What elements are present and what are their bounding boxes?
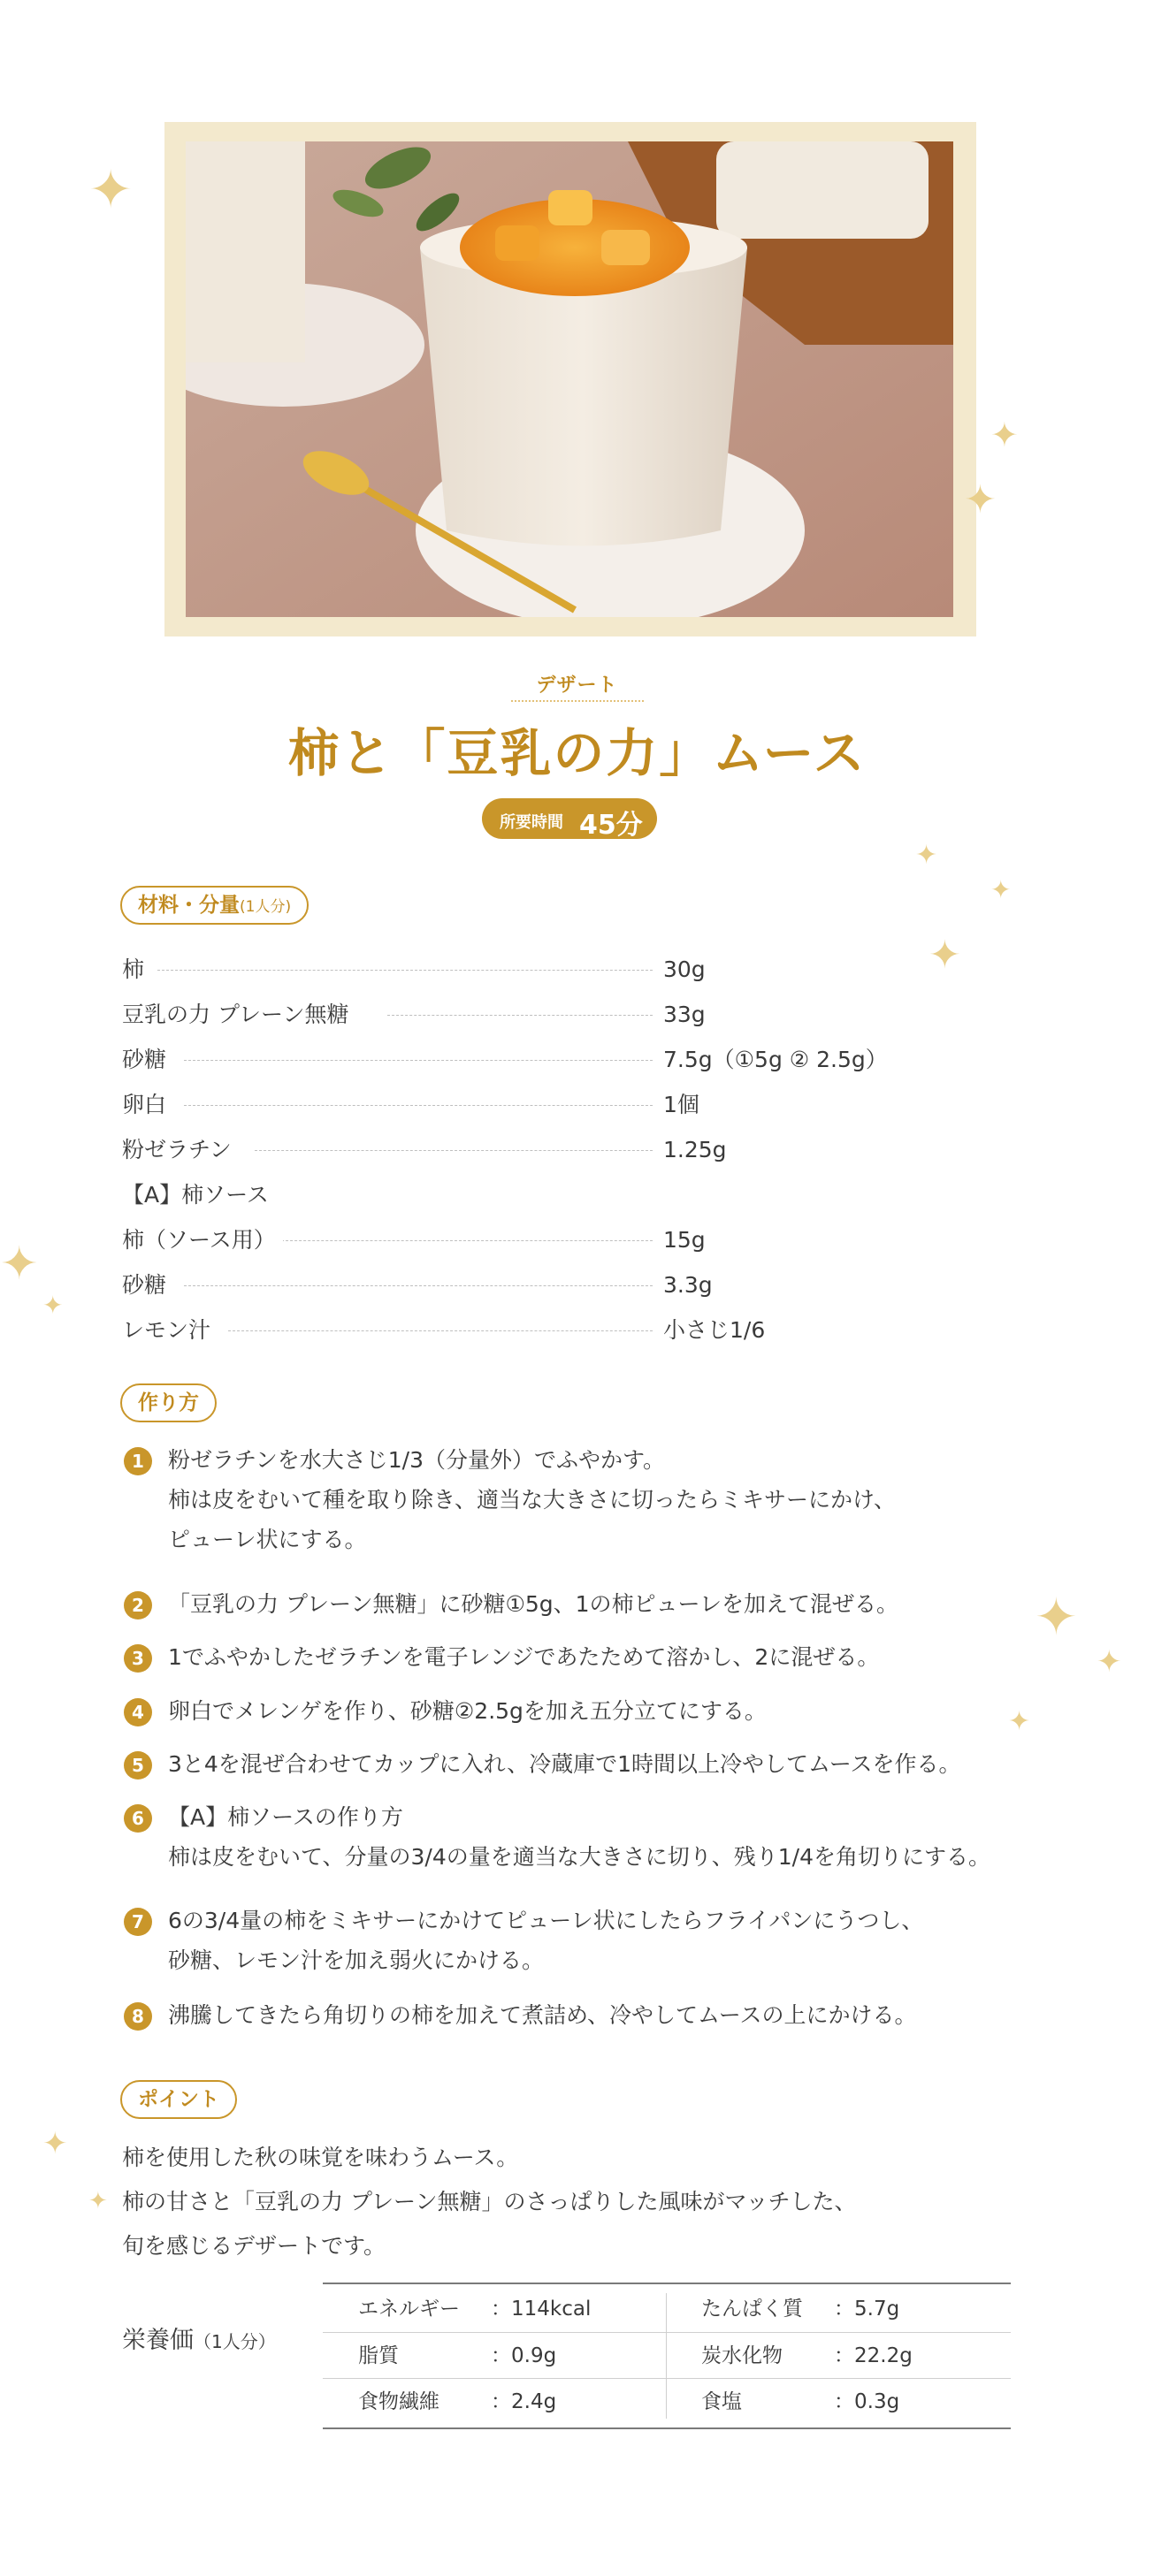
- nutrition-heading-text: 栄養価: [122, 2327, 194, 2354]
- dot-leader: [157, 970, 653, 971]
- step-text: 3と4を混ぜ合わせてカップに入れ、冷蔵庫で1時間以上冷やしてムースを作る。: [168, 1751, 961, 1777]
- step-text: 【A】柿ソースの作り方: [168, 1804, 403, 1830]
- recipe-title: 柿と「豆乳の力」ムース: [287, 723, 867, 783]
- ingredient-name: 柿: [122, 950, 151, 989]
- ingredient-name: 柿（ソース用）: [122, 1221, 283, 1260]
- ingredient-row: [122, 1131, 1006, 1170]
- ingredient-name: レモン汁: [122, 1311, 218, 1350]
- sauce-heading-text: 【A】柿ソース: [122, 1176, 276, 1215]
- nutrient-label: たんぱく質: [701, 2298, 803, 2321]
- nutrient-value: ：0.9g: [491, 2344, 557, 2367]
- point-heading-text: ポイント: [138, 2088, 219, 2111]
- nutrition-heading: [122, 2321, 276, 2355]
- step-text: 6の3/4量の柿をミキサーにかけてピューレ状にしたらフライパンにうつし、: [168, 1908, 924, 1933]
- ingredient-name: 砂糖: [122, 1040, 173, 1079]
- ingredient-name: 豆乳の力 プレーン無糖: [122, 995, 355, 1034]
- step-text: 柿は皮をむいて、分量の3/4の量を適当な大きさに切り、残り1/4を角切りにする。: [168, 1844, 990, 1870]
- time-badge: [482, 798, 657, 839]
- step-number: 8: [124, 2002, 152, 2031]
- ingredient-amount: 1.25g: [663, 1137, 727, 1162]
- step-text: 沸騰してきたら角切りの柿を加えて煮詰め、冷やしてムースの上にかける。: [168, 2002, 917, 2028]
- ingredient-amount: 1個: [663, 1092, 699, 1117]
- sparkle-icon: ✦: [88, 2188, 108, 2214]
- ingredient-amount: 15g: [663, 1227, 706, 1253]
- step-number: 4: [124, 1698, 152, 1726]
- sparkle-icon: ✦: [915, 840, 938, 871]
- nutrient-label: 脂質: [358, 2344, 399, 2367]
- ingredient-amount: 30g: [663, 956, 706, 982]
- time-label: 所要時間: [500, 813, 563, 832]
- dot-leader: [184, 1105, 653, 1106]
- sparkle-icon: ✦: [42, 2126, 68, 2161]
- nutrient-label: 炭水化物: [701, 2344, 783, 2367]
- ingredient-amount: 3.3g: [663, 1272, 713, 1298]
- category-label: デザート: [536, 674, 618, 697]
- ingredient-row: [122, 950, 1006, 989]
- ingredient-row: [122, 995, 1006, 1034]
- step-text: 柿は皮をむいて種を取り除き、適当な大きさに切ったらミキサーにかけ、: [168, 1487, 897, 1513]
- sparkle-icon: ✦: [42, 1291, 64, 1320]
- step-number: 6: [124, 1804, 152, 1833]
- sparkle-icon: ✦: [990, 875, 1012, 904]
- category-underline: [511, 700, 644, 702]
- method-heading-text: 作り方: [138, 1391, 199, 1414]
- sauce-heading: [122, 1176, 1006, 1215]
- ingredient-row: [122, 1311, 1006, 1350]
- nutrition-row: [323, 2332, 1011, 2379]
- nutrient-value: ：22.2g: [834, 2344, 913, 2367]
- nutrition-table: [323, 2283, 1011, 2429]
- ingredient-name: 粉ゼラチン: [122, 1131, 239, 1170]
- time-value: 45分: [579, 810, 643, 841]
- nutrition-row: [323, 2378, 1011, 2425]
- sparkle-icon: ✦: [88, 159, 134, 221]
- sparkle-icon: ✦: [964, 477, 997, 522]
- step-text: 卵白でメレンゲを作り、砂糖②2.5gを加え五分立てにする。: [168, 1698, 767, 1724]
- dot-leader: [184, 1060, 653, 1061]
- step-text: 「豆乳の力 プレーン無糖」に砂糖①5g、1の柿ピューレを加えて混ぜる。: [168, 1591, 899, 1617]
- sparkle-icon: ✦: [1035, 1587, 1078, 1647]
- step-number: 1: [124, 1447, 152, 1475]
- nutrient-value: ：114kcal: [491, 2298, 592, 2321]
- ingredient-amount: 小さじ1/6: [663, 1317, 766, 1343]
- ingredient-row: [122, 1266, 1006, 1305]
- sparkle-icon: ✦: [0, 1238, 39, 1291]
- nutrient-value: ：2.4g: [491, 2390, 557, 2413]
- ingredient-name: 卵白: [122, 1086, 173, 1124]
- point-text: 柿の甘さと「豆乳の力 プレーン無糖」のさっぱりした風味がマッチした、: [122, 2189, 857, 2214]
- ingredient-name: 砂糖: [122, 1266, 173, 1305]
- sparkle-icon: ✦: [990, 415, 1019, 454]
- step-number: 5: [124, 1751, 152, 1780]
- ingredient-amount: 7.5g（①5g ② 2.5g）: [663, 1047, 888, 1072]
- ingredients-heading-note: (1人分): [240, 898, 292, 916]
- nutrient-value: ：0.3g: [834, 2390, 900, 2413]
- nutrition-row: [323, 2286, 1011, 2332]
- hero-photo: [186, 141, 953, 617]
- point-text: 柿を使用した秋の味覚を味わうムース。: [122, 2145, 519, 2170]
- sparkle-icon: ✦: [1097, 1644, 1122, 1680]
- dot-leader: [277, 1240, 653, 1241]
- nutrient-label: 食塩: [701, 2390, 742, 2413]
- step-text: 粉ゼラチンを水大さじ1/3（分量外）でふやかす。: [168, 1447, 665, 1473]
- step-number: 7: [124, 1908, 152, 1936]
- nutrient-label: 食物繊維: [358, 2390, 439, 2413]
- point-heading: [120, 2080, 237, 2119]
- nutrient-label: エネルギー: [358, 2298, 460, 2321]
- step-text: 1でふやかしたゼラチンを電子レンジであたためて溶かし、2に混ぜる。: [168, 1644, 880, 1670]
- ingredients-heading-text: 材料・分量: [138, 894, 240, 917]
- nutrient-value: ：5.7g: [834, 2298, 900, 2321]
- ingredient-row: [122, 1221, 1006, 1260]
- step-text: 砂糖、レモン汁を加え弱火にかける。: [168, 1947, 545, 1973]
- dot-leader: [255, 1150, 653, 1151]
- step-number: 2: [124, 1591, 152, 1620]
- point-text: 旬を感じるデザートです。: [122, 2233, 386, 2259]
- dot-leader: [184, 1285, 653, 1286]
- ingredient-row: [122, 1086, 1006, 1124]
- dot-leader: [228, 1330, 653, 1331]
- ingredient-row: [122, 1040, 1006, 1079]
- sparkle-icon: ✦: [1008, 1706, 1031, 1737]
- nutrition-heading-note: （1人分）: [194, 2331, 276, 2352]
- sparkle-icon: ✦: [929, 933, 961, 978]
- step-text: ピューレ状にする。: [168, 1527, 367, 1552]
- method-heading: [120, 1383, 217, 1422]
- step-number: 3: [124, 1644, 152, 1673]
- dot-leader: [387, 1015, 653, 1016]
- ingredients-heading: [120, 886, 309, 925]
- ingredient-amount: 33g: [663, 1002, 706, 1027]
